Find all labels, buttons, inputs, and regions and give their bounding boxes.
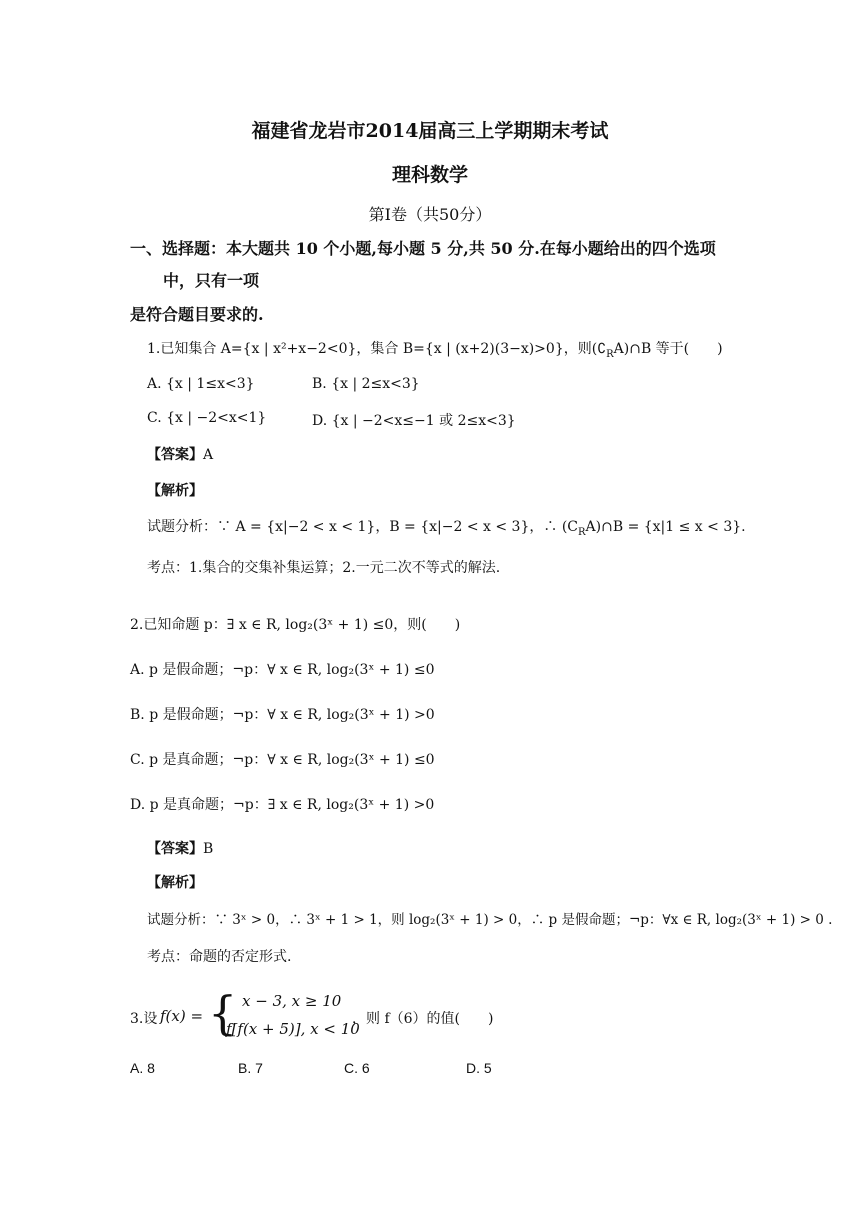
- q3-function: f(x) =: [160, 1007, 204, 1025]
- q1-answer: 【答案】A: [147, 447, 214, 463]
- q1-option-a: A. {x | 1≤x<3}: [147, 376, 255, 392]
- question-2-stem: 2.已知命题 p：∃ x ∈ R, log₂(3ˣ + 1) ≤0，则( ): [130, 617, 461, 633]
- section-heading-end: 是符合题目要求的.: [130, 305, 264, 324]
- question-1-stem: 1.已知集合 A={x | x²+x−2<0}，集合 B={x | (x+2)(3−x)>0}，则$(∁_RA)\cap B$ 等于( ): [147, 341, 723, 360]
- subject-title: 理科数学: [391, 164, 468, 186]
- question-3-stem-tail: ，则 f（6）的值( ): [352, 1011, 494, 1027]
- q3-case-1: x − 3, x ≥ 10: [242, 992, 342, 1010]
- q2-answer: 【答案】B: [147, 841, 214, 857]
- q2-option-a: A. p 是假命题；¬p：∀ x ∈ R, log₂(3ˣ + 1) ≤0: [130, 662, 435, 678]
- q3-option-d: D. 5: [466, 1060, 492, 1076]
- q2-analysis-label: 【解析】: [147, 875, 203, 891]
- q1-analysis: 试题分析：∵ A = {x|−2 < x < 1}，B = {x|−2 < x < 3}，∴ $(C_RA)\cap B = \{x|1 \le x < 3\}$.: [147, 519, 746, 538]
- section-heading-cont: 中，只有一项: [163, 271, 260, 290]
- q1-option-c: C. {x | −2<x<1}: [147, 410, 267, 426]
- q3-option-a: A. 8: [130, 1060, 155, 1076]
- q3-option-b: B. 7: [238, 1060, 263, 1076]
- q1-analysis-label: 【解析】: [147, 483, 203, 499]
- section-heading: 一、选择题：本大题共 10 个小题,每小题 5 分,共 50 分.在每小题给出的四个选项: [130, 239, 716, 258]
- volume-title: 第Ⅰ卷（共50分）: [368, 205, 492, 224]
- q1-option-b: B. {x | 2≤x<3}: [312, 376, 420, 392]
- q2-option-d: D. p 是真命题；¬p：∃ x ∈ R, log₂(3ˣ + 1) >0: [130, 797, 435, 813]
- q1-point: 考点：1.集合的交集补集运算；2.一元二次不等式的解法.: [147, 560, 501, 576]
- q2-option-c: C. p 是真命题；¬p：∀ x ∈ R, log₂(3ˣ + 1) ≤0: [130, 752, 435, 768]
- q2-option-b: B. p 是假命题；¬p：∀ x ∈ R, log₂(3ˣ + 1) >0: [130, 707, 435, 723]
- q1-option-d: D. {x | −2<x≤−1 或 2≤x<3}: [312, 413, 516, 429]
- document-title: 福建省龙岩市2014届高三上学期期末考试: [251, 120, 609, 142]
- q3-case-2: f[f(x + 5)], x < 10: [226, 1020, 360, 1038]
- piecewise-brace: {: [208, 986, 238, 1040]
- q2-point: 考点：命题的否定形式.: [147, 949, 292, 965]
- q3-option-c: C. 6: [344, 1060, 370, 1076]
- q2-analysis: 试题分析：∵ 3ˣ > 0，∴ 3ˣ + 1 > 1，则 log₂(3ˣ + 1) > 0，∴ p 是假命题；¬p：∀x ∈ R, log₂(3ˣ + 1) > 0 .: [147, 912, 833, 928]
- question-3-stem-prefix: 3.设: [130, 1011, 158, 1027]
